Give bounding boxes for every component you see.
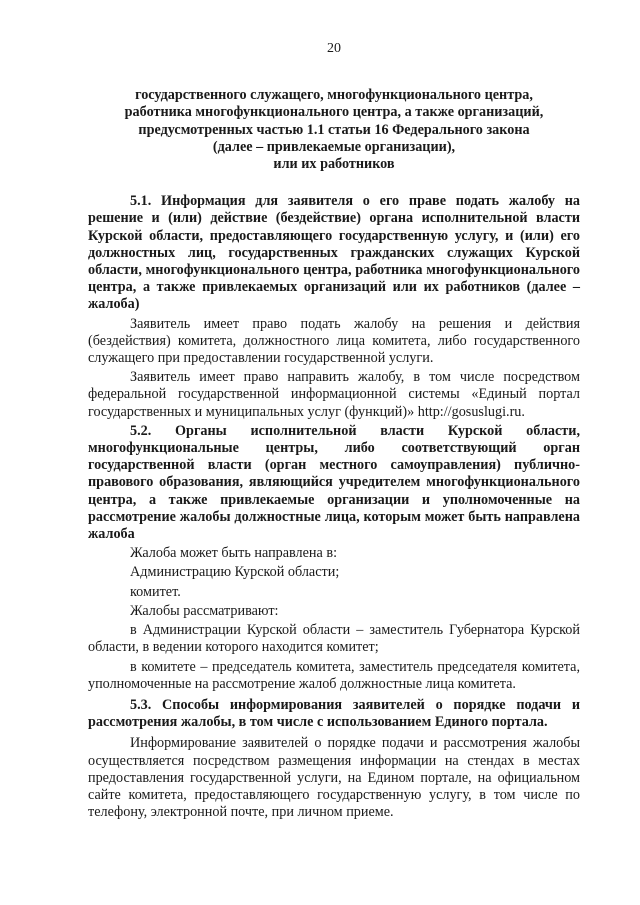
body-paragraph: Информирование заявителей о порядке подачи и рассмотрения жалобы осуществляется посредством размещения информации на стендах в местах предоставления государственной услуги, на Едином портале, на официальном сайте комитета, предоставляющего государственную услугу, в том числе по телефону, электронной почте, при личном приеме. [88, 735, 580, 821]
title-line: работника многофункционального центра, а также организаций, [124, 104, 544, 121]
page-number: 20 [327, 41, 341, 56]
body-paragraph: Заявитель имеет право направить жалобу, в том числе посредством федеральной государственной информационной системы «Единый портал государственных и муниципальных услуг (функций)» http://gosuslugi.ru. [88, 369, 580, 420]
title-line: (далее – привлекаемые организации), [212, 138, 456, 155]
heading-5-1: 5.1. Информация для заявителя о его праве подать жалобу на решение и (или) действие (бездействие) органа исполнительной власти Курской области, предоставляющего государственную услугу, и (или) его должностных лиц, государственных гражданских служащих Курской области, многофункционального центра, работника многофункционального центра, а также привлекаемых организаций или их работников (далее – жалоба) [88, 193, 580, 313]
body-paragraph: Жалобы рассматривают: [130, 602, 279, 619]
body-paragraph: в комитете – председатель комитета, заместитель председателя комитета, уполномоченные на рассмотрение жалоб должностные лица комитета. [88, 658, 580, 692]
title-line: предусмотренных частью 1.1 статьи 16 Федерального закона [138, 121, 530, 138]
title-line: государственного служащего, многофункционального центра, [135, 87, 533, 104]
body-paragraph: комитет. [130, 583, 181, 600]
heading-5-3: 5.3. Способы информирования заявителей о порядке подачи и рассмотрения жалобы, в том числе с использованием Единого портала. [88, 696, 580, 731]
body-paragraph: Заявитель имеет право подать жалобу на решения и действия (бездействия) комитета, должностного лица комитета, либо государственного служащего при предоставлении государственной услуги. [88, 315, 580, 367]
section-title [88, 87, 580, 173]
body-paragraph: Жалоба может быть направлена в: [130, 545, 338, 562]
heading-5-2: 5.2. Органы исполнительной власти Курской области, многофункциональные центры, либо соответствующий орган государственной власти (орган местного самоуправления) публично-правового образования, являющийся учредителем многофункционального центра, а также привлекаемые организации и уполномоченные на рассмотрение жалобы должностные лица, которым может быть направлена жалоба [88, 422, 580, 543]
body-paragraph: в Администрации Курской области – заместитель Губернатора Курской области, в ведении которого находится комитет; [88, 622, 580, 656]
document-page [88, 40, 580, 821]
title-line: или их работников [273, 156, 395, 173]
body-paragraph: Администрацию Курской области; [130, 564, 340, 581]
